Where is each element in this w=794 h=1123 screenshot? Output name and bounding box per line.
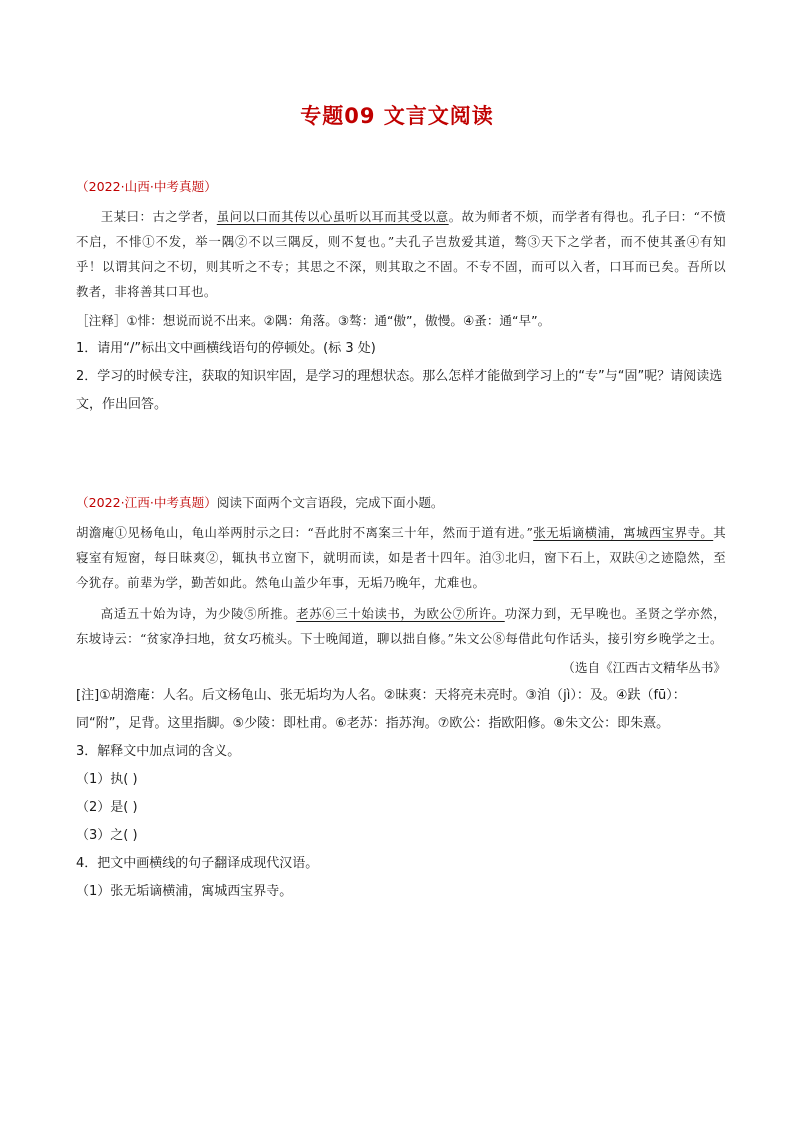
underlined-sentence: 虽问以口而其传以心虽听以耳而其受以意: [216, 209, 449, 224]
question-4-1: （1）张无垢谪横浦，寓城西宝界寺。: [76, 884, 293, 899]
question-3-2: （2）是( ): [76, 800, 138, 815]
source-tag-jiangxi: [76, 492, 726, 514]
passage-text: 胡澹庵①见杨龟山，龟山举两肘示之曰：“吾此肘不离案三十年，然而于道有进。”: [76, 525, 534, 540]
question-3-1: （1）执( ): [76, 772, 138, 787]
underlined-sentence: 老苏⑥三十始读书，为欧公⑦所许。: [296, 606, 505, 621]
source-label: （2022·山西·中考真题）: [76, 179, 217, 194]
question-3-3: （3）之( ): [76, 828, 138, 843]
intro-text: 阅读下面两个文言语段，完成下面小题。: [216, 495, 444, 510]
page-title: 专题09 文言文阅读: [300, 104, 494, 128]
passage-shanxi: [76, 204, 726, 304]
underlined-sentence: 张无垢谪横浦，寓城西宝界寺。: [533, 525, 714, 540]
source-label: （2022·江西·中考真题）: [76, 495, 217, 510]
question-4: 4．把文中画横线的句子翻译成现代汉语。: [76, 856, 319, 871]
annotation-shanxi: ［注释］①悱：想说而说不出来。②隅：角落。③骜：通“傲”，傲慢。④蚤：通“早”。: [76, 313, 551, 328]
section-jiangxi: [76, 492, 726, 906]
annotation-jiangxi: [注]①胡澹庵：人名。后文杨龟山、张无垢均为人名。②昧爽：天将亮未亮时。③洎（jì）：及。④趺（fū）：同“附”，足背。这里指脚。⑤少陵：即杜甫。⑥老苏：指苏洵。⑦欧公：指欧阳修。⑧朱文公：即朱熹。: [76, 688, 686, 731]
passage-text: 功深力到，无早晚也。圣贤之学亦然，东坡诗云：“贫家净扫地，贫女巧梳头。下士晚闻道，聊以拙自修。”朱文公⑧每借此句作话头，接引穷乡晚学之士。: [76, 606, 726, 646]
section-shanxi: [76, 176, 726, 419]
question-2: 2．学习的时候专注，获取的知识牢固，是学习的理想状态。那么怎样才能做到学习上的“专”与“固”呢？请阅读选文，作出回答。: [76, 369, 723, 412]
question-3: 3．解释文中加点词的含义。: [76, 744, 241, 759]
question-1: 1．请用“/”标出文中画横线语句的停顿处。(标 3 处): [76, 341, 376, 356]
passage-jiangxi-2: [76, 601, 726, 651]
passage-text: 其寝室有短窗，每日昧爽②，辄执书立窗下，就明而读，如是者十四年。洎③北归，窗下石上，双趺④之迹隐然，至今犹存。前辈为学，勤苦如此。然龟山盖少年事，无垢乃晚年，尤难也。: [76, 525, 726, 590]
passage-text: 王某曰：古之学者，: [100, 209, 217, 224]
passage-text: 高适五十始为诗，为少陵⑤所推。: [100, 606, 297, 621]
citation: （选自《江西古文精华丛书》: [562, 660, 726, 675]
source-tag-shanxi: [76, 176, 726, 198]
passage-text: 。故为师者不烦，而学者有得也。孔子曰：“不愤不启，不悱①不发，举一隅②不以三隅反，则不复也。”夫孔子岂敖爱其道，骜③天下之学者，而不使其蚤④有知乎！以谓其问之不切，则其听之不专；其思之不深，则其取之不固。不专不固，而可以入者，口耳而已矣。吾所以教者，非将善其口耳也。: [76, 209, 726, 299]
passage-jiangxi-1: [76, 520, 726, 595]
